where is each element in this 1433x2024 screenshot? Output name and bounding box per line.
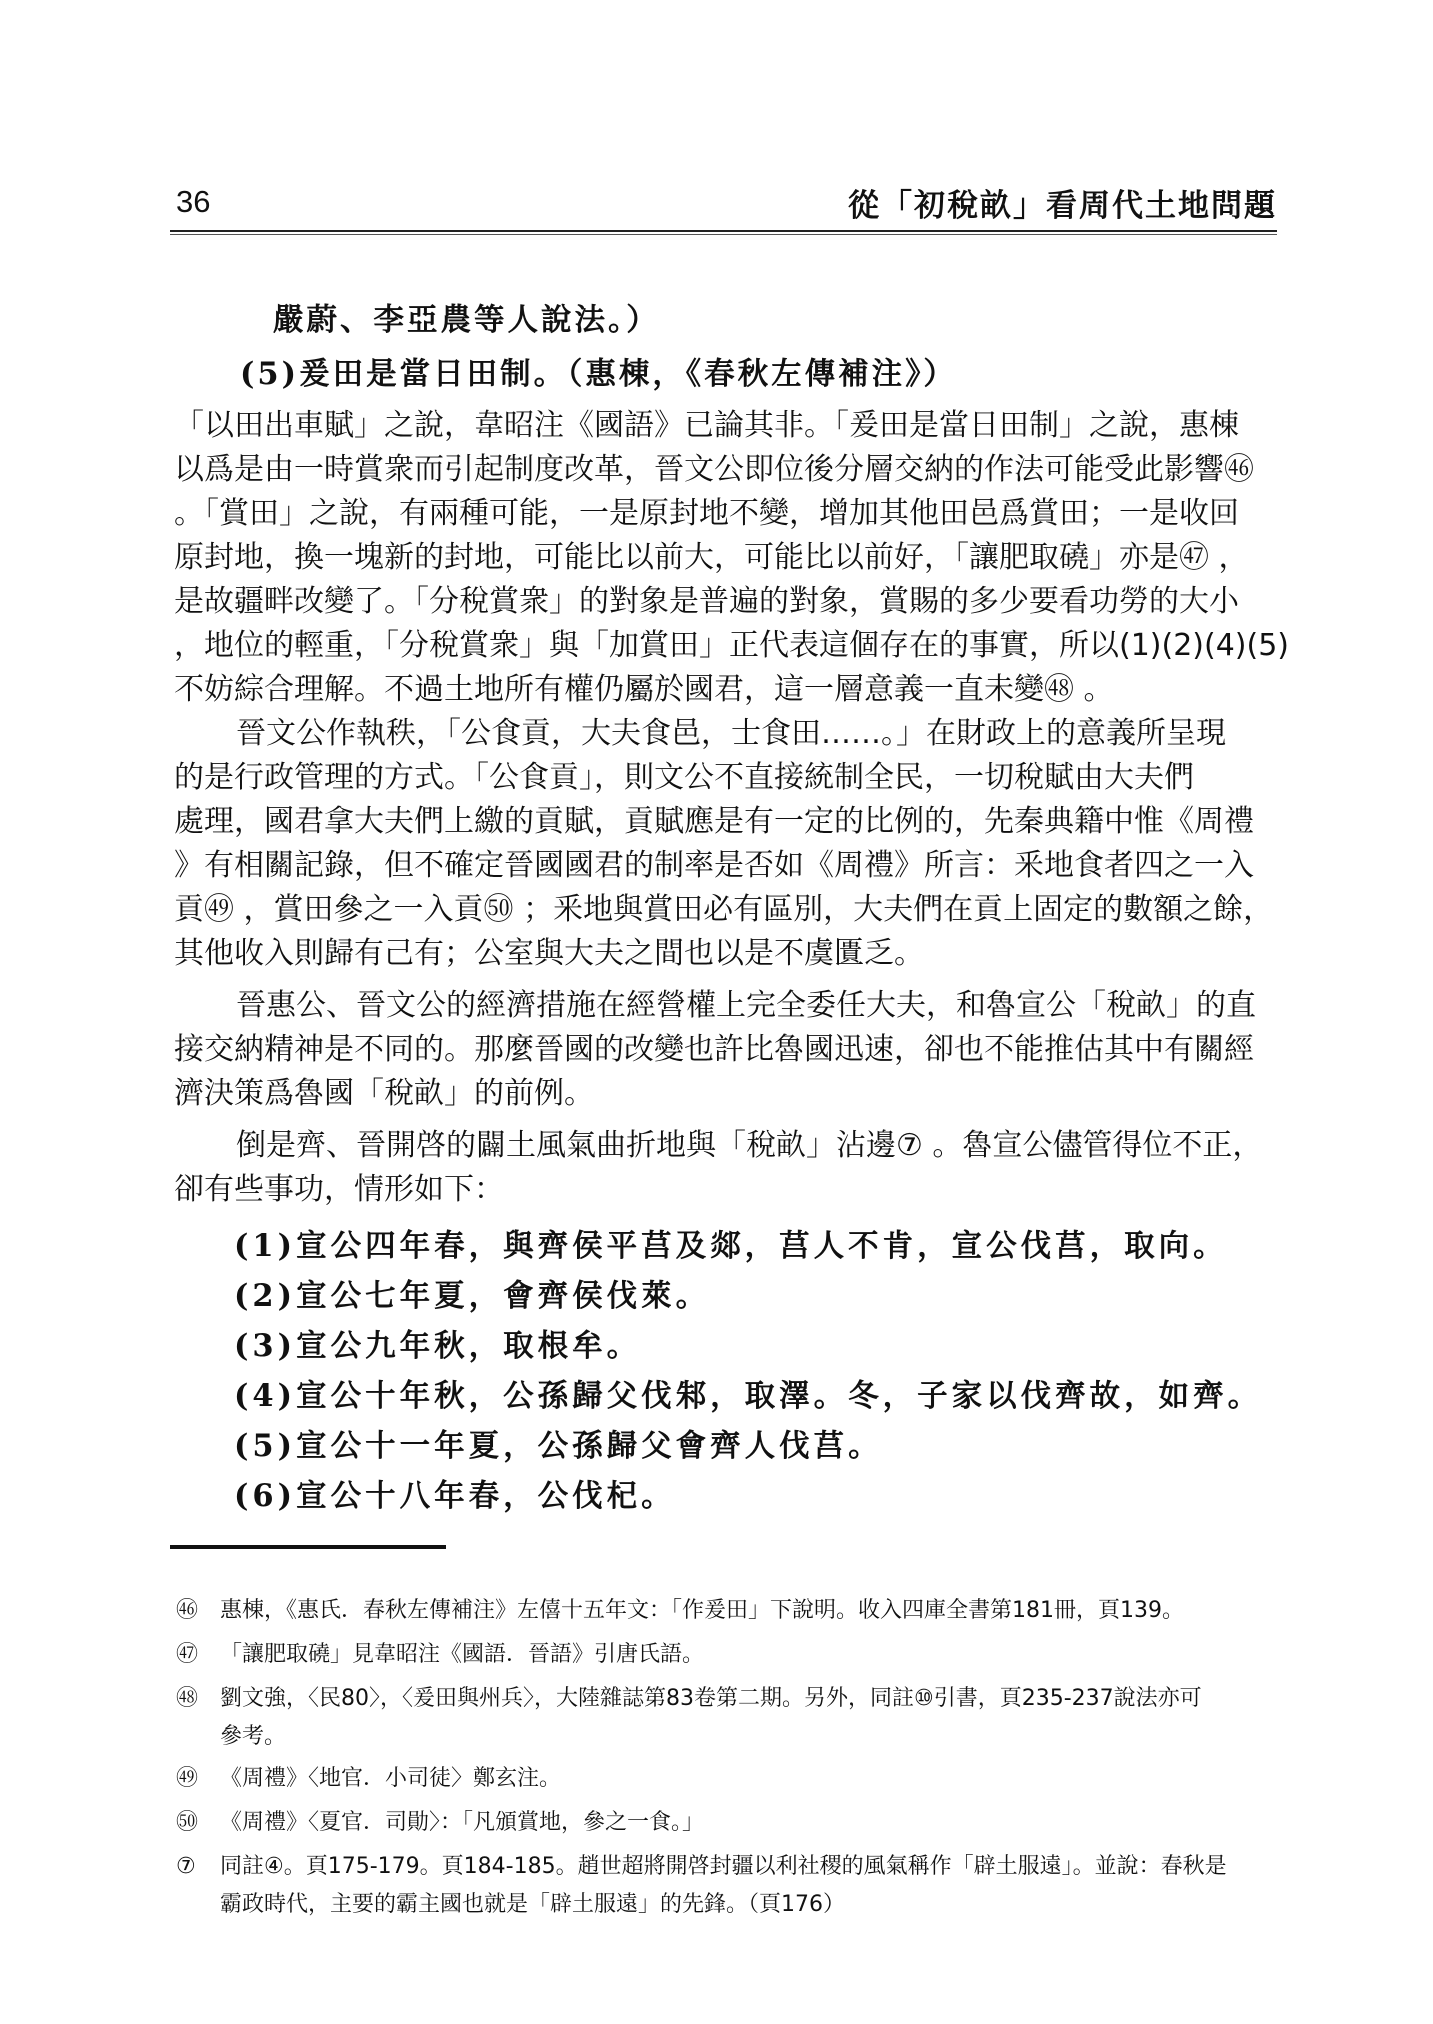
footnote-marker: ㊿ — [176, 1810, 199, 1835]
footnote-marker: ⑦ — [176, 1854, 196, 1879]
page-number: 36 — [176, 184, 211, 219]
quote-line: (5)爰田是當日田制。（惠棟，《春秋左傳補注》） — [240, 356, 957, 392]
paragraph-line: 接交納精神是不同的。那麼晉國的改變也許比魯國迅速，卻也不能推估其中有關經 — [174, 1032, 1254, 1067]
footnote-marker: ㊼ — [176, 1642, 199, 1667]
paragraph-line: 貢㊾ ，賞田參之一入貢㊿ ；釆地與賞田必有區別，大夫們在貢上固定的數額之餘， — [174, 892, 1274, 927]
footnote-marker: ㊾ — [176, 1766, 199, 1791]
footnote-text: 參考。 — [220, 1724, 287, 1749]
list-item: (6)宣公十八年春，公伐杞。 — [234, 1478, 676, 1514]
footnote-text: 霸政時代，主要的霸主國也就是「辟土服遠」的先鋒。（頁176） — [220, 1892, 845, 1917]
paragraph-line: 晉惠公、晉文公的經濟措施在經營權上完全委任大夫，和魯宣公「稅畝」的直 — [236, 988, 1256, 1023]
footnote-marker: ㊽ — [176, 1686, 199, 1711]
paragraph-line: 晉文公作執秩，「公食貢，大夫食邑，士食田……。」在財政上的意義所呈現 — [236, 716, 1226, 751]
paragraph-line: 卻有些事功，情形如下： — [174, 1172, 504, 1207]
running-title: 從「初稅畝」看周代土地問題 — [848, 188, 1277, 224]
header-rule — [170, 230, 1277, 232]
paragraph-line: ，地位的輕重，「分稅賞衆」與「加賞田」正代表這個存在的事實，所以(1)(2)(4)(5) — [174, 628, 1289, 663]
paragraph-line: 其他收入則歸有己有；公室與大夫之間也以是不虞匱乏。 — [174, 936, 924, 971]
paragraph-line: 不妨綜合理解。不過土地所有權仍屬於國君，這一層意義一直未變㊽ 。 — [174, 672, 1114, 707]
paragraph-line: 以爲是由一時賞衆而引起制度改革，晉文公即位後分層交納的作法可能受此影響㊻ — [174, 452, 1254, 487]
list-item: (5)宣公十一年夏，公孫歸父會齊人伐莒。 — [234, 1428, 883, 1464]
footnote-text: 《周禮》〈夏官．司勛〉：「凡頒賞地，參之一食。」 — [220, 1810, 705, 1835]
paragraph-line: 。「賞田」之說，有兩種可能，一是原封地不變，增加其他田邑爲賞田；一是收回 — [174, 496, 1239, 531]
paragraph-line: 原封地，換一塊新的封地，可能比以前大，可能比以前好，「讓肥取磽」亦是㊼ ， — [174, 540, 1249, 575]
footnote-marker: ㊻ — [176, 1598, 199, 1623]
footnote-text: 劉文強，〈民80〉，〈爰田與州兵〉，大陸雜誌第83卷第二期。另外，同註⑩引書，頁235-237說法亦可 — [220, 1686, 1202, 1711]
paragraph-line: 的是行政管理的方式。「公食貢」，則文公不直接統制全民，一切稅賦由大夫們 — [174, 760, 1194, 795]
list-item: (1)宣公四年春，與齊侯平莒及郯，莒人不肯，宣公伐莒，取向。 — [234, 1228, 1228, 1264]
paragraph-line: 》有相關記錄，但不確定晉國國君的制率是否如《周禮》所言：釆地食者四之一入 — [174, 848, 1254, 883]
footnote-text: 同註④。頁175-179。頁184-185。趙世超將開啓封疆以利社稷的風氣稱作「辟土服遠」。並說：春秋是 — [220, 1854, 1227, 1879]
quote-line: 嚴蔚、李亞農等人說法。） — [273, 302, 660, 338]
list-item: (4)宣公十年秋，公孫歸父伐邾，取澤。冬，子家以伐齊故，如齊。 — [234, 1378, 1263, 1414]
paragraph-line: 處理，國君拿大夫們上繳的貢賦，貢賦應是有一定的比例的，先秦典籍中惟《周禮 — [174, 804, 1254, 839]
paragraph-line: 「以田出車賦」之說，韋昭注《國語》已論其非。「爰田是當日田制」之說，惠棟 — [174, 408, 1239, 443]
list-item: (3)宣公九年秋，取根牟。 — [234, 1328, 642, 1364]
paragraph-line: 濟決策爲魯國「稅畝」的前例。 — [174, 1076, 594, 1111]
header-rule-thin — [170, 234, 1277, 235]
footnote-text: 《周禮》〈地官．小司徒〉鄭玄注。 — [220, 1766, 562, 1791]
list-item: (2)宣公七年夏，會齊侯伐萊。 — [234, 1278, 711, 1314]
paragraph-line: 是故疆畔改變了。「分稅賞衆」的對象是普遍的對象，賞賜的多少要看功勞的大小 — [174, 584, 1239, 619]
footnote-separator — [170, 1545, 446, 1549]
paragraph-line: 倒是齊、晉開啓的闢土風氣曲折地與「稅畝」沾邊⑦ 。魯宣公儘管得位不正， — [236, 1128, 1263, 1163]
footnote-text: 惠棟，《惠氏．春秋左傳補注》左僖十五年文：「作爰田」下說明。收入四庫全書第181冊，頁139。 — [220, 1598, 1184, 1623]
footnote-text: 「讓肥取磽」見韋昭注《國語．晉語》引唐氏語。 — [220, 1642, 705, 1667]
